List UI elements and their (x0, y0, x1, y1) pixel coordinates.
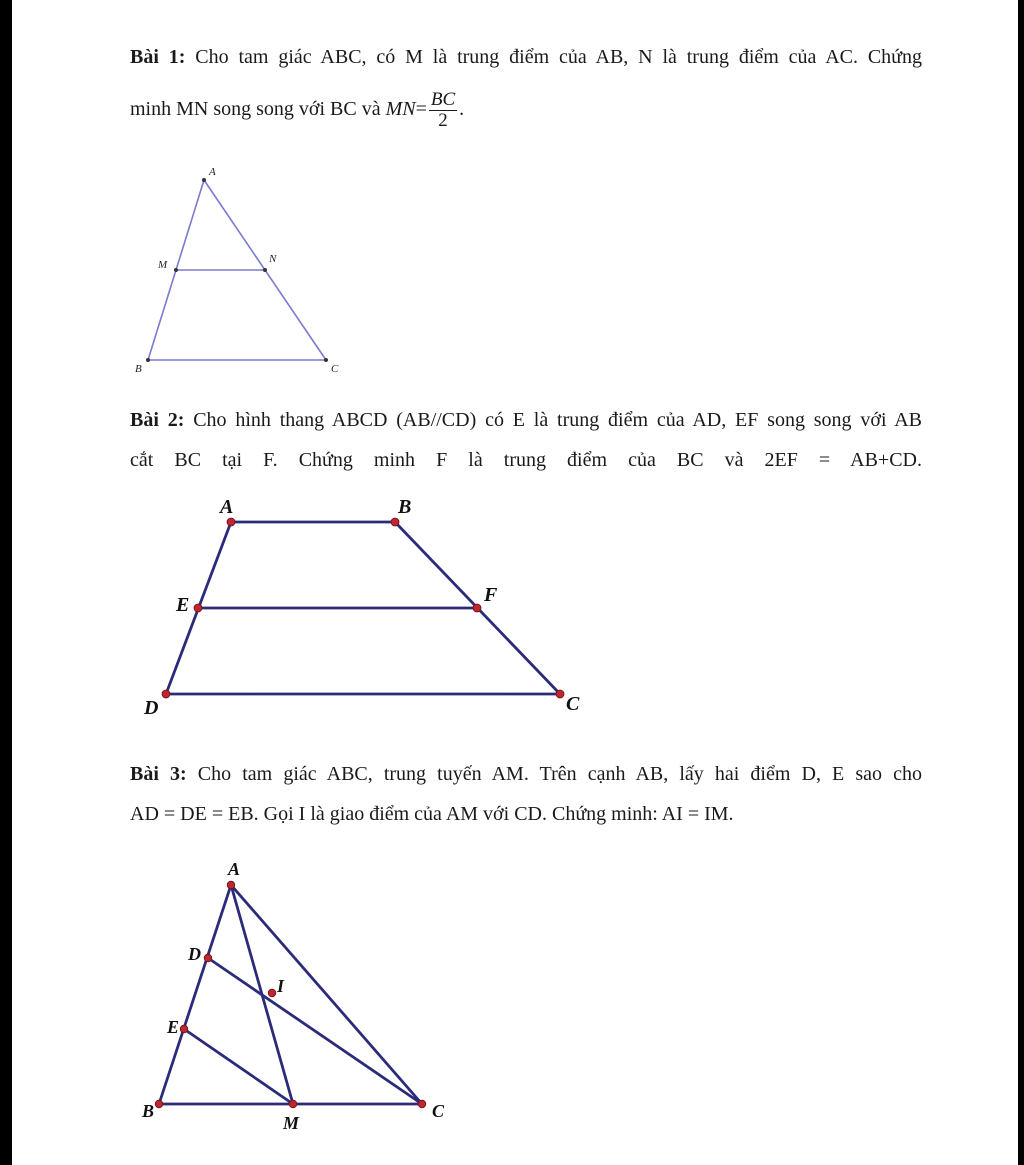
ex1-title: Bài 1: (130, 46, 186, 68)
ex1-figure (132, 160, 392, 380)
point-E (180, 1025, 188, 1033)
label-C: C (566, 693, 580, 715)
point-M (174, 268, 178, 272)
segment-AB (159, 885, 231, 1104)
point-B (146, 358, 150, 362)
point-C (556, 690, 564, 698)
ex3-segments (159, 885, 422, 1104)
label-N: N (269, 253, 277, 265)
point-D (162, 690, 170, 698)
label-B: B (398, 496, 412, 518)
ex3-title: Bài 3: (130, 763, 187, 785)
point-E (194, 604, 202, 612)
point-D (204, 954, 212, 962)
label-D: D (188, 944, 201, 964)
ex2-line1 (130, 408, 922, 432)
ex3-figure (132, 855, 492, 1145)
ex2-text-1: Cho hình thang ABCD (AB//CD) có E là trung điểm của AD, EF song song với AB (193, 409, 923, 431)
label-A: A (228, 859, 241, 879)
label-A: A (209, 166, 216, 178)
fraction-numerator: BC (430, 89, 456, 110)
point-A (227, 518, 235, 526)
ex1-text-2: minh MN song song với BC và (130, 98, 381, 121)
ex2-text-2: cắt BC tại F. Chứng minh F là trung điểm của BC và 2EF = AB+CD. (130, 449, 922, 471)
label-F: F (484, 584, 498, 606)
ex1-formula-eq: = (415, 98, 427, 121)
ex3-line2 (130, 802, 734, 826)
point-A (202, 178, 206, 182)
ex1-line2 (130, 90, 464, 131)
point-M (289, 1100, 297, 1108)
label-B: B (135, 363, 142, 375)
ex1-formula-end: . (459, 98, 465, 121)
point-C (324, 358, 328, 362)
label-E: E (167, 1017, 180, 1037)
point-C (418, 1100, 426, 1108)
label-M: M (158, 259, 168, 271)
point-I (268, 989, 276, 997)
point-F (473, 604, 481, 612)
ex1-formula-lhs: MN (385, 98, 416, 121)
document-page (12, 0, 1018, 1165)
ex2-figure (132, 495, 632, 725)
point-N (263, 268, 267, 272)
ex3-line1 (130, 762, 922, 786)
label-C: C (432, 1101, 445, 1121)
ex2-segments (166, 522, 560, 694)
label-C: C (331, 363, 339, 375)
label-E: E (176, 594, 190, 616)
label-B: B (142, 1101, 155, 1121)
label-D: D (144, 697, 159, 719)
point-B (155, 1100, 163, 1108)
label-I: I (277, 976, 285, 996)
fraction-denominator: 2 (438, 110, 448, 131)
ex1-line1 (130, 45, 922, 69)
ex3-text-2: AD = DE = EB. Gọi I là giao điểm của AM với CD. Chứng minh: AI = IM. (130, 803, 734, 825)
ex1-formula-fraction (429, 90, 457, 131)
ex2-title: Bài 2: (130, 409, 185, 431)
ex2-line2 (130, 448, 922, 472)
label-M: M (283, 1113, 300, 1133)
ex3-text-1: Cho tam giác ABC, trung tuyến AM. Trên cạnh AB, lấy hai điểm D, E sao cho (197, 763, 923, 785)
ex1-text-1: Cho tam giác ABC, có M là trung điểm của AB, N là trung điểm của AC. Chứng (195, 46, 923, 68)
point-B (391, 518, 399, 526)
segment-EM (184, 1029, 293, 1104)
point-A (227, 881, 235, 889)
label-A: A (220, 496, 234, 518)
